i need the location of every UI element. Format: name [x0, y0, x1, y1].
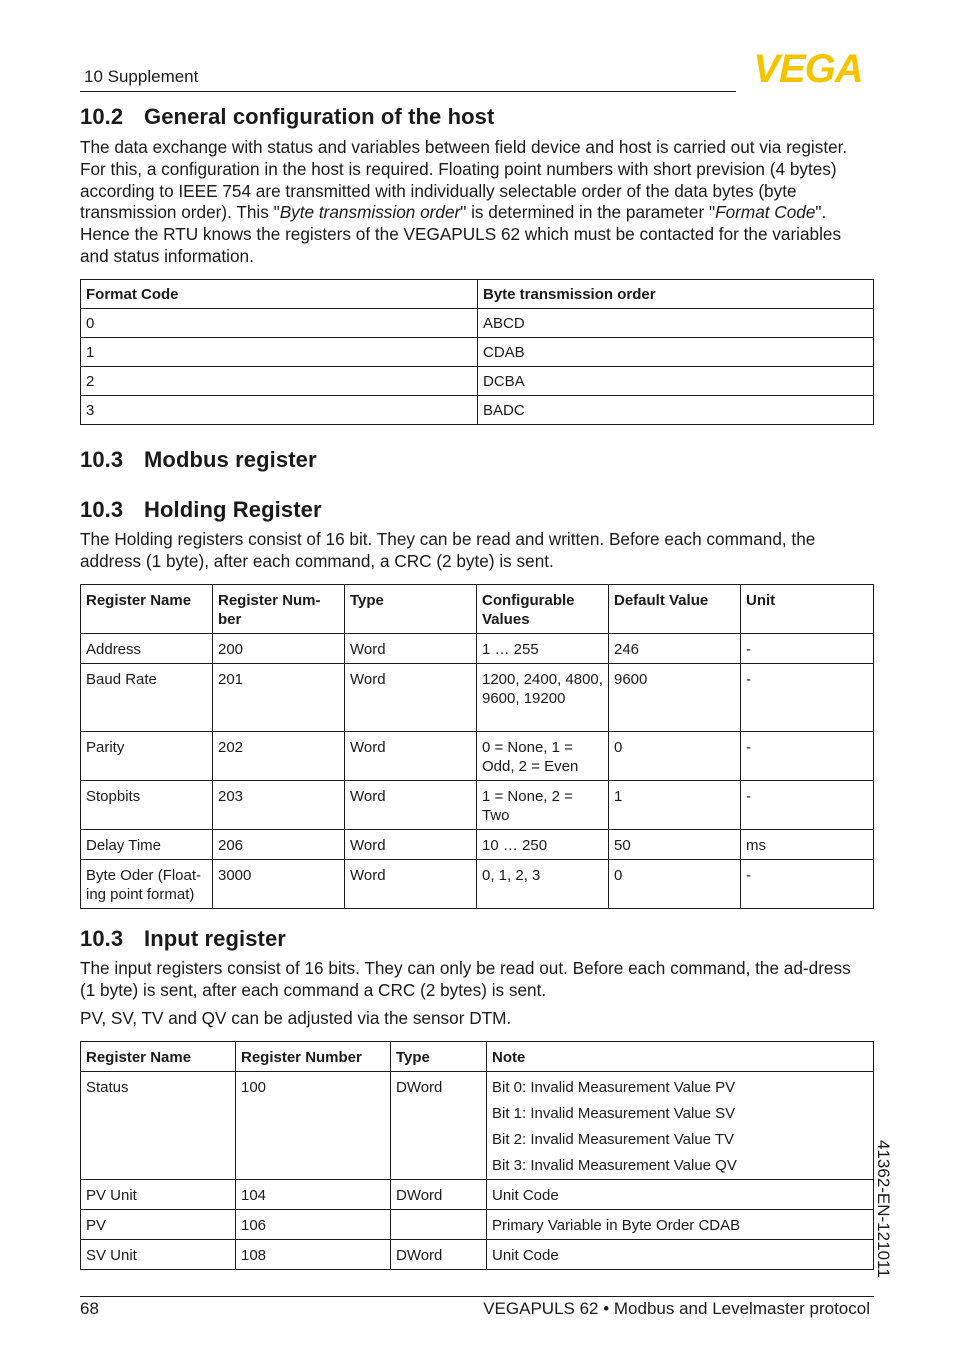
table-row	[81, 367, 874, 396]
col-format-code: Format Code	[81, 280, 478, 309]
table-row	[81, 1240, 874, 1270]
table-cell: Delay Time	[81, 830, 213, 860]
table-cell: 106	[236, 1210, 391, 1240]
input-register-note: PV, SV, TV and QV can be adjusted via the sensor DTM.	[80, 1008, 512, 1028]
table-cell: Baud Rate	[81, 664, 213, 732]
page-number: 68	[80, 1299, 99, 1318]
table-cell: Unit Code	[487, 1240, 874, 1270]
table-cell: 108	[236, 1240, 391, 1270]
table-cell: 1 = None, 2 = Two	[477, 781, 609, 830]
col-register-number: Register Number	[236, 1042, 391, 1072]
col-register-number: Register Num-ber	[213, 585, 345, 634]
table-cell: Word	[345, 860, 477, 909]
col-register-name: Register Name	[81, 1042, 236, 1072]
table-cell: 202	[213, 732, 345, 781]
table-cell: 2	[81, 367, 478, 396]
table-cell	[487, 1072, 874, 1180]
table-cell: 206	[213, 830, 345, 860]
table-cell: Word	[345, 781, 477, 830]
table-cell: ms	[741, 830, 874, 860]
table-cell: DWord	[391, 1072, 487, 1180]
table-cell: 0	[81, 309, 478, 338]
table-cell: 0	[609, 732, 741, 781]
col-byte-order: Byte transmission order	[478, 280, 874, 309]
note-line: Bit 0: Invalid Measurement Value PV	[492, 1079, 736, 1096]
table-cell: 1 … 255	[477, 634, 609, 664]
table-cell: 201	[213, 664, 345, 732]
table-cell: 104	[236, 1180, 391, 1210]
table-cell: 3	[81, 396, 478, 425]
vega-logo	[742, 50, 874, 86]
col-type: Type	[391, 1042, 487, 1072]
note-line: Bit 2: Invalid Measurement Value TV	[492, 1131, 735, 1148]
table-cell: CDAB	[478, 338, 874, 367]
table-cell	[391, 1210, 487, 1240]
table-cell: Address	[81, 634, 213, 664]
table-cell: Word	[345, 634, 477, 664]
table-cell: DCBA	[478, 367, 874, 396]
table-cell: ABCD	[478, 309, 874, 338]
table-cell: 1200, 2400, 4800, 9600, 19200	[477, 664, 609, 732]
table-cell: DWord	[391, 1240, 487, 1270]
section-heading-modbus-register: 10.3 Modbus register	[80, 447, 317, 472]
table-cell: Parity	[81, 732, 213, 781]
footer-divider	[80, 1296, 874, 1297]
input-register-paragraph: The input registers consist of 16 bits. They can only be read out. Before each command, the ad-dress (1 byte) is sent, after each command a CRC (2 bytes) is sent.	[80, 958, 851, 1000]
holding-register-table	[80, 584, 874, 909]
table-cell: Unit Code	[487, 1180, 874, 1210]
table-cell: -	[741, 664, 874, 732]
note-line: Bit 3: Invalid Measurement Value QV	[492, 1157, 737, 1174]
table-row	[81, 1180, 874, 1210]
col-configurable-values: Configurable Values	[477, 585, 609, 634]
table-cell: Word	[345, 732, 477, 781]
table-row	[81, 860, 874, 909]
svg-text:VEGA: VEGA	[753, 50, 863, 86]
table-cell: 1	[609, 781, 741, 830]
col-unit: Unit	[741, 585, 874, 634]
table-cell: 246	[609, 634, 741, 664]
table-row	[81, 309, 874, 338]
table-row	[81, 338, 874, 367]
table-cell: 0 = None, 1 = Odd, 2 = Even	[477, 732, 609, 781]
section-heading-input-register: 10.3 Input register	[80, 926, 286, 951]
section-heading-host-config: 10.2 General configuration of the host	[80, 104, 495, 129]
table-row	[81, 732, 874, 781]
table-cell: Status	[81, 1072, 236, 1180]
col-type: Type	[345, 585, 477, 634]
table-cell: Word	[345, 830, 477, 860]
table-cell: PV	[81, 1210, 236, 1240]
section-label: 10 Supplement	[84, 67, 199, 86]
table-cell: PV Unit	[81, 1180, 236, 1210]
table-row	[81, 1210, 874, 1240]
table-row	[81, 830, 874, 860]
table-cell: -	[741, 634, 874, 664]
table-row	[81, 396, 874, 425]
table-cell: 203	[213, 781, 345, 830]
note-line: Bit 1: Invalid Measurement Value SV	[492, 1105, 736, 1122]
table-cell: Byte Oder (Float-ing point format)	[81, 860, 213, 909]
table-cell: 1	[81, 338, 478, 367]
format-code-table	[80, 279, 874, 425]
table-cell: Stopbits	[81, 781, 213, 830]
table-cell: 3000	[213, 860, 345, 909]
holding-register-paragraph: The Holding registers consist of 16 bit. They can be read and written. Before each command, the address (1 byte), after each command, a CRC (2 byte) is sent.	[80, 529, 816, 571]
header-divider	[80, 91, 736, 92]
table-row	[81, 664, 874, 732]
table-cell: 0	[609, 860, 741, 909]
table-row	[81, 634, 874, 664]
input-register-table	[80, 1041, 874, 1270]
table-header-row	[81, 1042, 874, 1072]
document-title: VEGAPULS 62 • Modbus and Levelmaster protocol	[483, 1299, 870, 1318]
document-code: 41362-EN-121011	[874, 1140, 893, 1278]
section-heading-holding-register: 10.3 Holding Register	[80, 497, 322, 522]
table-cell: DWord	[391, 1180, 487, 1210]
table-cell: 9600	[609, 664, 741, 732]
table-cell: 200	[213, 634, 345, 664]
table-cell: -	[741, 781, 874, 830]
col-default-value: Default Value	[609, 585, 741, 634]
table-cell: Word	[345, 664, 477, 732]
table-cell: BADC	[478, 396, 874, 425]
table-header-row	[81, 585, 874, 634]
table-row	[81, 1072, 874, 1180]
table-cell: -	[741, 860, 874, 909]
table-cell: 0, 1, 2, 3	[477, 860, 609, 909]
table-row	[81, 781, 874, 830]
table-cell: -	[741, 732, 874, 781]
table-cell: Primary Variable in Byte Order CDAB	[487, 1210, 874, 1240]
table-cell: SV Unit	[81, 1240, 236, 1270]
table-cell: 10 … 250	[477, 830, 609, 860]
table-header-row	[81, 280, 874, 309]
host-config-paragraph: The data exchange with status and variables between field device and host is carried out via register. For this, a configuration in the host is required. Floating point numbers with short prevision (4 bytes) according to IEEE 754 are transmitted with individually selectable order of the data bytes (byte transmission order). This "Byte transmission order" is determined in the parameter "Format Code". Hence the RTU knows the registers of the VEGAPULS 62 which must be contacted for the variables and status information.	[80, 137, 848, 266]
table-cell: 100	[236, 1072, 391, 1180]
col-register-name: Register Name	[81, 585, 213, 634]
col-note: Note	[487, 1042, 874, 1072]
table-cell: 50	[609, 830, 741, 860]
